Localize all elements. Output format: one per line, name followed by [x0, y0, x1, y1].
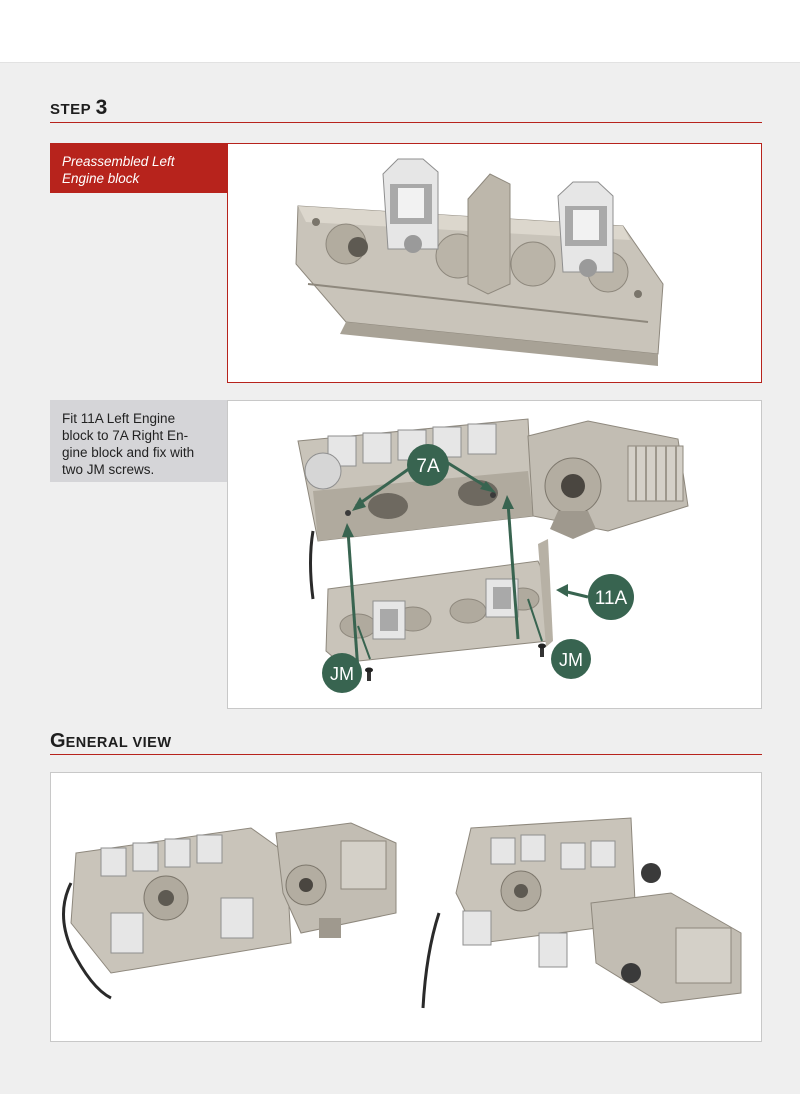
step-rule	[50, 122, 762, 123]
instruction-line-3: gine block and fix with	[62, 445, 195, 460]
panel1-caption-text: Preassembled Left Engine block	[62, 154, 175, 186]
step-heading	[50, 96, 107, 120]
general-view-frame	[50, 772, 762, 1042]
jm-screw-right	[538, 644, 546, 658]
panel1-image-frame	[227, 143, 762, 383]
engine-assembly-illustration	[228, 401, 761, 708]
cylinder-head-left	[383, 159, 438, 253]
step-prefix: STEP	[50, 101, 92, 118]
panel2-image-frame	[227, 400, 762, 709]
assembly-view-rear	[423, 818, 741, 1008]
callout-jm-left: JM	[330, 664, 354, 684]
step-number: 3	[95, 96, 108, 119]
jm-screw-left	[365, 668, 373, 682]
general-view-rule	[50, 754, 762, 755]
instruction-line-4: two JM screws.	[62, 462, 155, 477]
general-view-illustration	[51, 773, 761, 1041]
assembly-view-front	[64, 823, 397, 998]
callout-11a: 11A	[594, 588, 628, 609]
callout-jm-right: JM	[559, 650, 583, 670]
panel1-caption	[50, 143, 228, 193]
callout-7a: 7A	[416, 456, 440, 477]
general-view-initial: G	[50, 730, 66, 752]
panel2-instruction	[50, 400, 228, 482]
general-view-heading	[50, 730, 172, 753]
left-engine-block-illustration	[228, 144, 761, 381]
cylinder-head-right	[558, 182, 613, 277]
top-band	[0, 0, 800, 63]
general-view-rest: ENERAL VIEW	[65, 735, 172, 751]
instruction-line-1: Fit 11A Left Engine	[62, 411, 176, 426]
instruction-line-2: block to 7A Right En-	[62, 428, 189, 443]
